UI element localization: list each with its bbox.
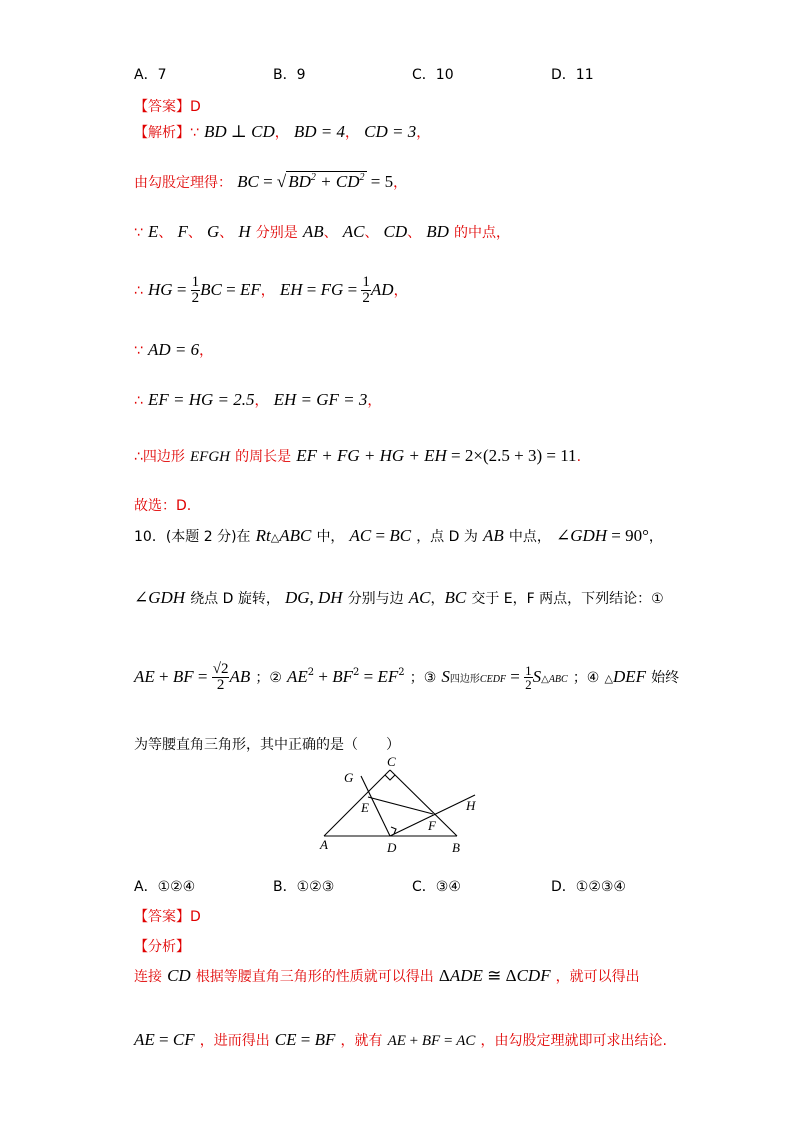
prev-option-a: A．7: [134, 67, 167, 83]
prev-option-b: B．9: [273, 67, 306, 83]
q10-line-4: 为等腰直角三角形，其中正确的是（ ）: [134, 737, 400, 753]
analysis-line-6: ∴ EF = HG = 2.5， EH = GF = 3，: [134, 390, 382, 409]
label-h: H: [466, 798, 476, 813]
label-b: B: [452, 840, 460, 855]
segment-ac: [324, 770, 390, 836]
q10-answer: 【答案】D: [134, 909, 201, 925]
analysis-line-5: ∵ AD = 6，: [134, 340, 214, 359]
prev-answer: 【答案】D: [134, 99, 201, 115]
q10-analysis-line-1: 连接 CD 根据等腰直角三角形的性质就可以得出 ΔADE ≅ ΔCDF ，就可以得出: [134, 966, 640, 985]
q10-line-2: ∠GDH 绕点 D 旋转， DG, DH 分别与边 AC，BC 交于 E，F 两点，下列结论：①: [134, 588, 664, 607]
q10-number: 10．: [134, 529, 166, 545]
analysis-line-4: ∴ HG = $\frac{1}{2}$ BC = EF， EH = FG = $\frac{1}{2}$ AD，: [134, 274, 408, 306]
segment-bc: [390, 770, 457, 836]
right-angle-c: [385, 775, 395, 780]
label-e: E: [361, 800, 369, 815]
q10-conclusions: AE + BF = $\frac{√2}{2}$ AB ；② $AE^2 + BF^2 = EF^2$ ；③ S四边形CEDF = $\frac{1}{2}$ S△ABC ；④ △DEF 始终: [134, 661, 680, 693]
analysis-line-7: ∴四边形 EFGH 的周长是 EF + FG + HG + EH = 2×(2.5 + 3) = 11.: [134, 446, 582, 465]
label-g: G: [344, 770, 354, 785]
label-d: D: [387, 840, 397, 855]
label-c: C: [387, 754, 396, 769]
analysis-conclusion: 故选：D.: [134, 498, 192, 514]
q10-option-c[interactable]: C．③④: [412, 879, 461, 895]
q10-analysis-line-2: AE = CF ，进而得出 CE = BF ，就有 AE + BF = AC ，由勾股定理就即可求出结论.: [134, 1030, 667, 1049]
analysis-line-3: ∵ E、 F、 G、 H 分别是 AB、 AC、 CD、 BD 的中点，: [134, 222, 511, 241]
geometry-figure: [300, 752, 500, 858]
q10-option-b[interactable]: B．①②③: [273, 879, 335, 895]
label-a: A: [320, 837, 328, 852]
prev-option-d: D．11: [551, 67, 594, 83]
q10-option-d[interactable]: D．①②③④: [551, 879, 626, 895]
prev-option-c: C．10: [412, 67, 454, 83]
analysis-line-2: 由勾股定理得： BC = √ $BD^2 + CD^2 = 5$，: [134, 172, 408, 191]
q10-option-a[interactable]: A．①②④: [134, 879, 196, 895]
q10-analysis-label: 【分析】: [134, 939, 190, 955]
label-f: F: [428, 818, 436, 833]
q10-line-1: 10．(本题 2 分)在 Rt△ABC 中， AC = BC ，点 D 为 AB 中点， ∠GDH = 90°，: [134, 526, 663, 545]
analysis-line-1: 【解析】∵ BD ⊥ CD， BD = 4， CD = 3，: [134, 122, 431, 141]
